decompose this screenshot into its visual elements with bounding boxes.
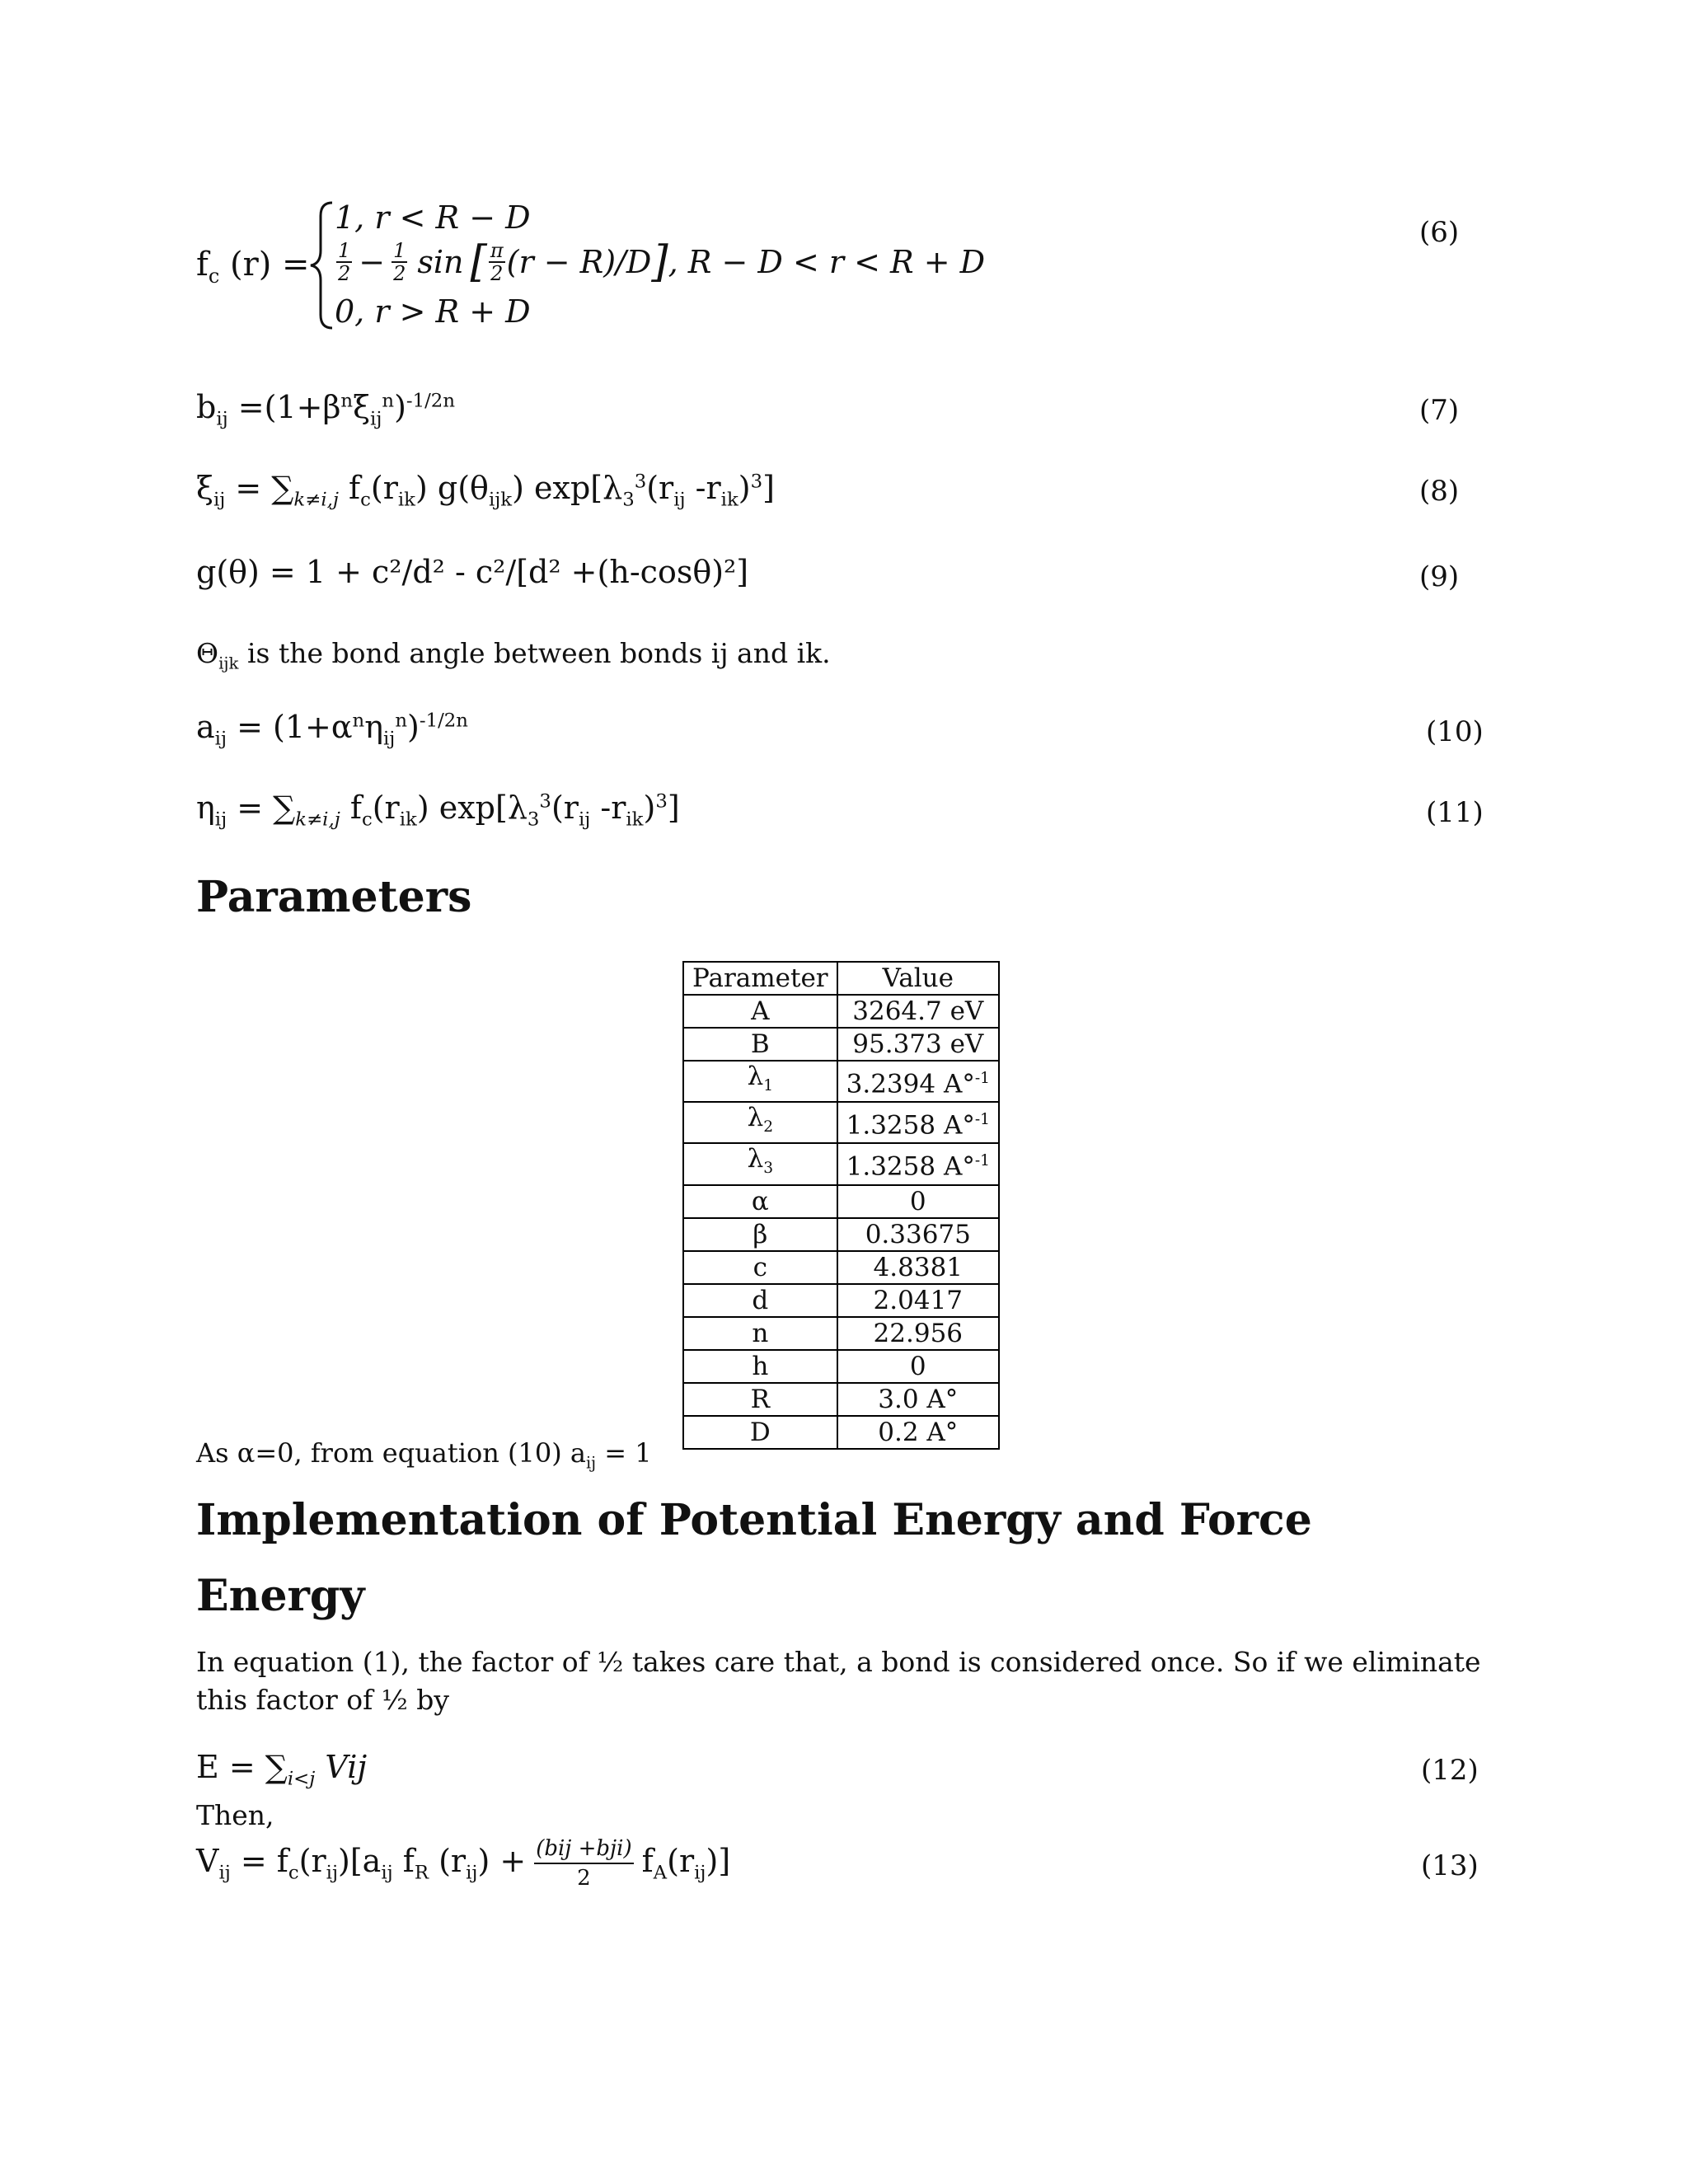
value-cell: 1.3258 A°$^{-1}$ <box>837 1143 999 1184</box>
parameters-table <box>682 961 1000 1450</box>
table-row <box>683 1061 999 1102</box>
heading-implementation: Implementation of Potential Energy and Force <box>196 1495 1312 1545</box>
equation-9: g(θ) = 1 + c²/d² - c²/[d² +(h-cosθ)²] <box>196 554 749 590</box>
value-cell: 0.33675 <box>837 1218 999 1251</box>
value-cell: 3.0 A° <box>837 1383 999 1416</box>
equation-number-9: (9) <box>1419 560 1460 593</box>
parameter-cell: R <box>683 1383 837 1416</box>
table-row <box>683 995 999 1028</box>
then-text: Then, <box>196 1799 274 1831</box>
equation-10: $a_{ij} = (1+\alpha^n\eta_{ij}^n)^{-1/2n}$ <box>196 709 468 750</box>
equation-13: $V_{ij} = f_c(r_{ij})[a_{ij}$ $f_R$ $(r_{ij})$ + $\frac{\text{(bij +bji)}}{2}$ $f_A(r_{ij})$] <box>196 1836 731 1891</box>
value-cell: 95.373 eV <box>837 1028 999 1061</box>
eq13-fraction: $\frac{\text{(bij +bji)}}{2}$ <box>536 1836 632 1891</box>
value-cell: 4.8381 <box>837 1251 999 1284</box>
value-cell: 22.956 <box>837 1317 999 1350</box>
parameter-cell: $\lambda_1$ <box>683 1061 837 1102</box>
parameter-cell: D <box>683 1416 837 1449</box>
energy-paragraph: In equation (1), the factor of ½ takes care that, a bond is considered once. So if we eliminate this factor of ½ by <box>196 1646 1481 1716</box>
parameter-cell: A <box>683 995 837 1028</box>
equation-11: $\eta_{ij} = \sum_{k\ne i,j}$ $f_c(r_{ik})$ $\exp[\lambda_3^3(r_{ij}$ $-r_{ik})^3$] <box>196 790 680 831</box>
equation-12: $E = \sum_{i<j}$ Vij <box>196 1749 368 1790</box>
heading-energy: Energy <box>196 1571 365 1621</box>
table-row <box>683 1284 999 1317</box>
table-row <box>683 1143 999 1184</box>
table-row <box>683 1251 999 1284</box>
equation-number-10: (10) <box>1426 715 1484 748</box>
eq6-lhs: $f_c$ (r) = <box>196 246 310 288</box>
value-cell: 3.2394 A°$^{-1}$ <box>837 1061 999 1102</box>
value-cell: 0.2 A° <box>837 1416 999 1449</box>
equation-number-6: (6) <box>1419 216 1460 249</box>
equation-6 <box>196 199 1020 331</box>
equation-number-13: (13) <box>1421 1849 1479 1882</box>
equation-number-7: (7) <box>1419 394 1460 427</box>
table-row <box>683 1185 999 1218</box>
equation-number-12: (12) <box>1421 1754 1479 1787</box>
parameter-cell: $\lambda_3$ <box>683 1143 837 1184</box>
value-cell: 2.0417 <box>837 1284 999 1317</box>
parameter-cell: h <box>683 1350 837 1383</box>
equation-number-8: (8) <box>1419 475 1460 508</box>
parameter-cell: α <box>683 1185 837 1218</box>
heading-parameters: Parameters <box>196 872 472 922</box>
eq6-case-3: 0, r > R + D <box>335 293 531 330</box>
parameter-cell: c <box>683 1251 837 1284</box>
parameter-cell: β <box>683 1218 837 1251</box>
table-row <box>683 1416 999 1449</box>
table-row <box>683 1383 999 1416</box>
parameter-cell: B <box>683 1028 837 1061</box>
value-cell: 0 <box>837 1185 999 1218</box>
table-row <box>683 1102 999 1143</box>
value-cell: 0 <box>837 1350 999 1383</box>
column-header-value: Value <box>837 962 999 995</box>
table-row <box>683 1218 999 1251</box>
column-header-parameter: Parameter <box>683 962 837 995</box>
left-brace-icon <box>307 199 337 331</box>
value-cell: 3264.7 eV <box>837 995 999 1028</box>
equation-number-11: (11) <box>1426 796 1484 829</box>
parameter-cell: n <box>683 1317 837 1350</box>
table-row <box>683 1317 999 1350</box>
table-header-row <box>683 962 999 995</box>
parameter-cell: $\lambda_2$ <box>683 1102 837 1143</box>
value-cell: 1.3258 A°$^{-1}$ <box>837 1102 999 1143</box>
equation-8: $\xi_{ij} = \sum_{k\ne i,j}$ $f_c(r_{ik})$ $g(\theta_{ijk})$ $\exp[\lambda_3^3(r_{ij}$ $-r_{ik})^3$] <box>196 470 775 511</box>
table-row <box>683 1350 999 1383</box>
alpha-note: As α=0, from equation (10) $a_{ij} = 1$ <box>196 1437 652 1473</box>
eq6-case-2: $\frac{1}{2}$ − $\frac{1}{2}$ sin [ $\frac{\pi}{2}$ (r − R)/D ] , R − D < r < R + D <box>338 237 986 287</box>
eq6-case-1: 1, r < R − D <box>335 199 531 236</box>
equation-7: $b_{ij} =(1+\beta^n\xi_{ij}^n)^{-1/2n}$ <box>196 389 455 430</box>
parameter-cell: d <box>683 1284 837 1317</box>
table-row <box>683 1028 999 1061</box>
theta-note: $\Theta_{ijk}$ is the bond angle between bonds ij and ik. <box>196 637 831 673</box>
